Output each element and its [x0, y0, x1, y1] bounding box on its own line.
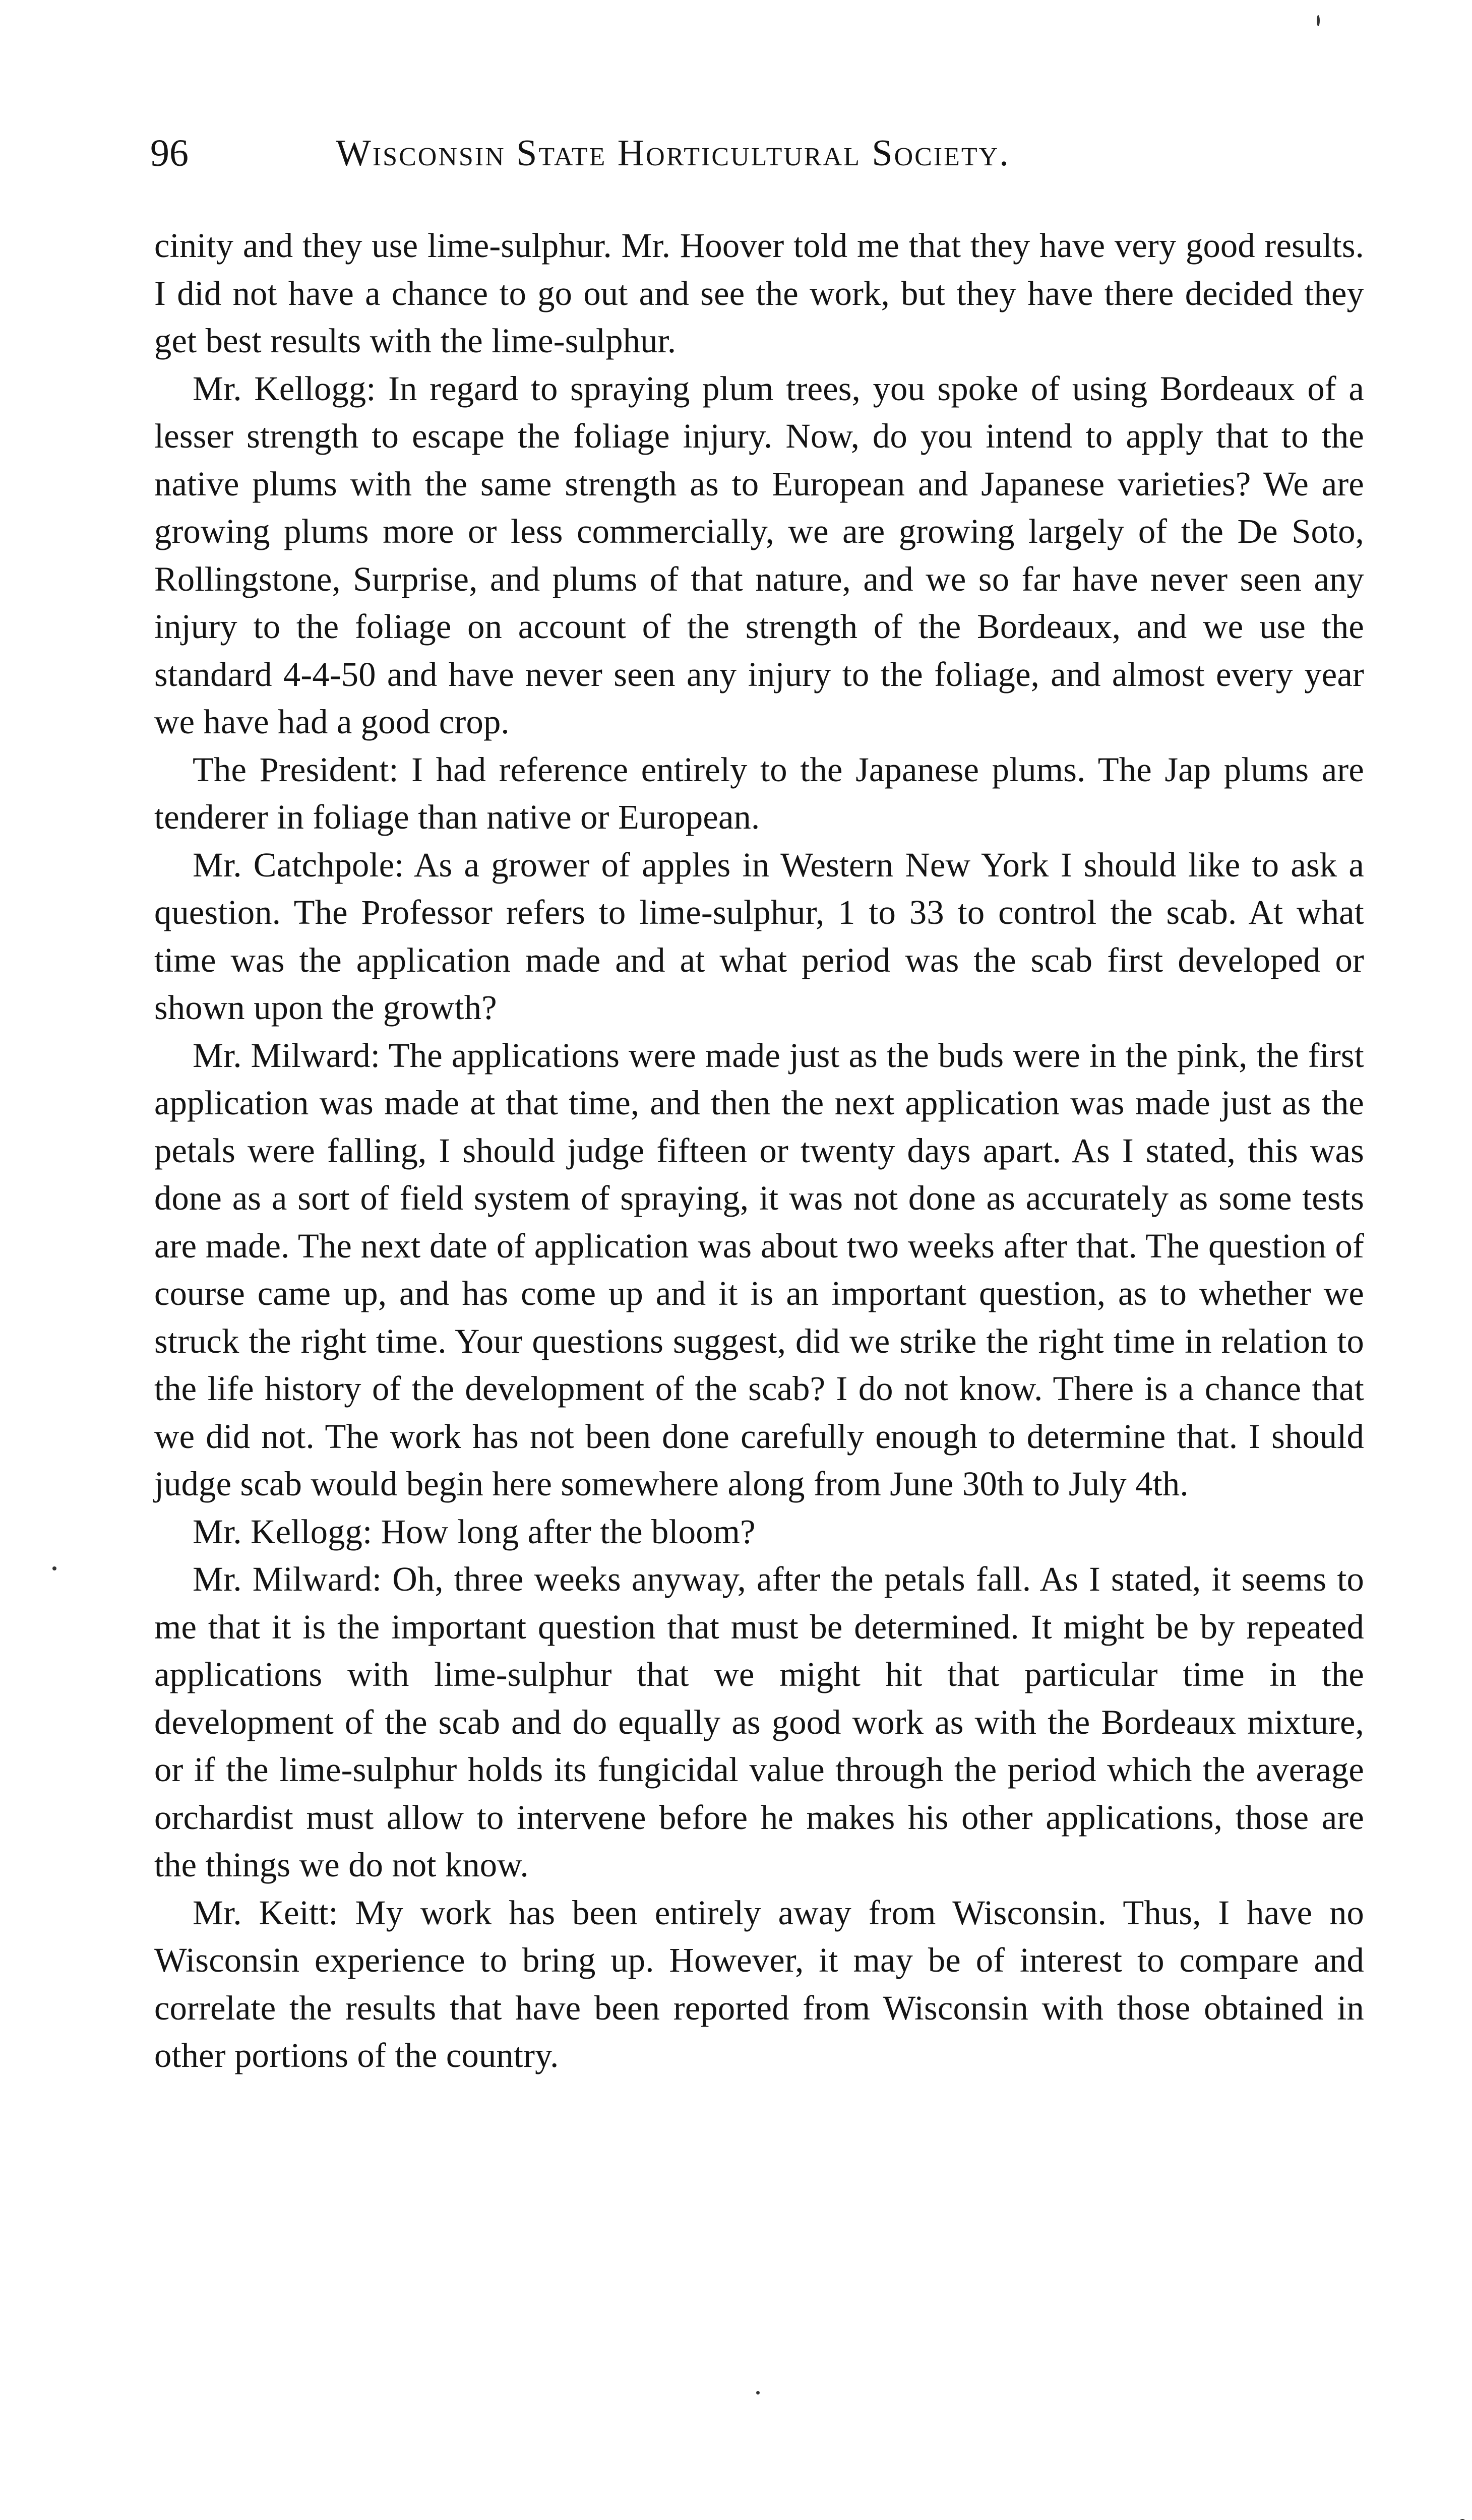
- paragraph-keitt: Mr. Keitt: My work has been entirely away from Wisconsin. Thus, I have no Wisconsin experience to bring up. However, it may be of interest to compare and correlate the results that have been reported from Wisconsin with those obtained in other portions of the country.: [154, 1893, 1364, 2074]
- paragraph-kellogg-bloom: Mr. Kellogg: How long after the bloom?: [193, 1512, 756, 1551]
- scan-speck: [1317, 15, 1320, 26]
- body-text: [154, 222, 1364, 2080]
- scan-speck: [756, 2391, 760, 2395]
- page-number: 96: [150, 132, 189, 174]
- paragraph-catchpole: Mr. Catchpole: As a grower of apples in Western New York I should like to ask a question. The Professor refers to lime-sulphur, 1 to 33 to control the scab. At what time was the application made and at what period was the scab first developed or shown upon the growth?: [154, 845, 1364, 1027]
- paragraph-milward-applications: Mr. Milward: The applications were made just as the buds were in the pink, the first application was made at that time, and then the next application was made just as the petals were falling, I should judge fifteen or twenty days apart. As I stated, this was done as a sort of field system of spraying, it was not done as accurately as some tests are made. The next date of application was about two weeks after that. The question of course came up, and has come up and it is an important question, as to whether we struck the right time. Your questions suggest, did we strike the right time in relation to the life history of the development of the scab? I do not know. There is a chance that we did not. The work has not been done carefully enough to determine that. I should judge scab would begin here somewhere along from June 30th to July 4th.: [154, 1036, 1364, 1503]
- scan-speck: [52, 1566, 56, 1570]
- running-head: [150, 121, 1370, 186]
- paragraph-milward-weeks: Mr. Milward: Oh, three weeks anyway, after the petals fall. As I stated, it seems to me that it is the important question that must be determined. It might be by repeated applications with lime-sulphur that we might hit that particular time in the development of the scab and do equally as good work as with the Bordeaux mixture, or if the lime-sulphur holds its fungicidal value through the period which the average orchardist must allow to intervene before he makes his other applications, those are the things we do not know.: [154, 1560, 1364, 1884]
- paragraph-continuation: cinity and they use lime-sulphur. Mr. Hoover told me that they have very good results. I did not have a chance to go out and see the work, but they have there decided they get best results with the lime-sulphur.: [154, 226, 1364, 360]
- paragraph-president: The President: I had reference entirely to the Japanese plums. The Jap plums are tenderer in foliage than native or European.: [154, 750, 1364, 836]
- running-title: Wisconsin State Horticultural Society.: [336, 133, 1010, 174]
- paragraph-kellogg-plums: Mr. Kellogg: In regard to spraying plum trees, you spoke of using Bordeaux of a lesser strength to escape the foliage injury. Now, do you intend to apply that to the native plums with the same strength as to European and Japanese varieties? We are growing plums more or less commercially, we are growing largely of the De Soto, Rollingstone, Surprise, and plums of that nature, and we so far have never seen any injury to the foliage on account of the strength of the Bordeaux, and we use the standard 4-4-50 and have never seen any injury to the foliage, and almost every year we have had a good crop.: [154, 369, 1364, 741]
